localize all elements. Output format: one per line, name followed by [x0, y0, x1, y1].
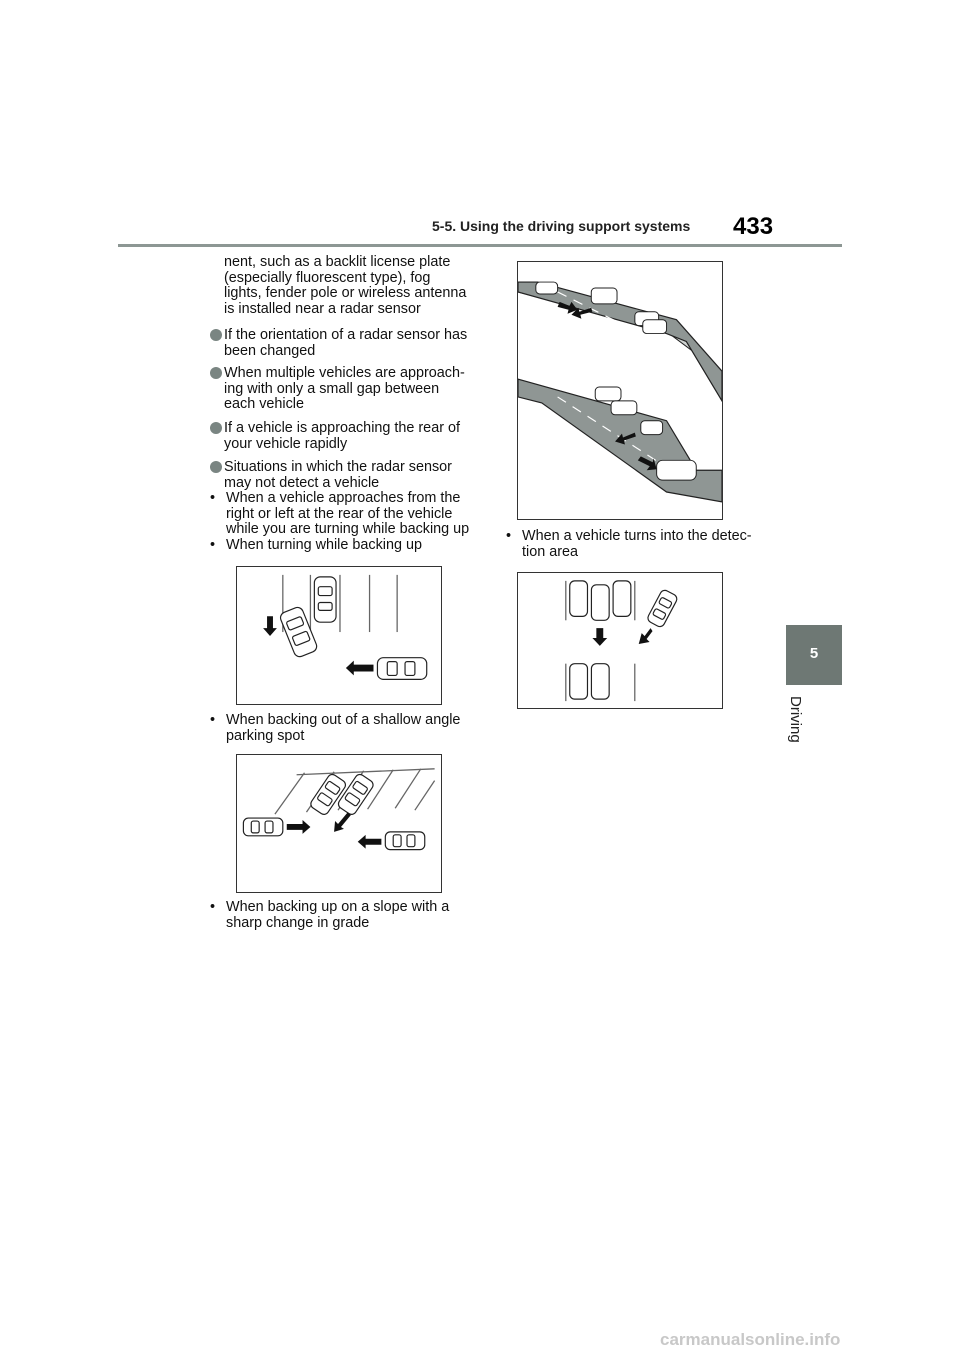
sub-bullet-mark: • [210, 899, 216, 915]
page-number: 433 [733, 213, 774, 240]
upper-slope [518, 282, 722, 401]
text-line: When a vehicle turns into the detec- [522, 528, 752, 544]
text-line: If the orientation of a radar sensor has [224, 327, 468, 343]
text-line: When backing out of a shallow angle [226, 712, 461, 728]
text-line: When turning while backing up [226, 537, 422, 553]
arrow-icons [263, 616, 373, 675]
sub-bullet-mark: • [210, 490, 216, 506]
text-line: each vehicle [224, 396, 304, 412]
header-divider [118, 244, 842, 247]
section-title: 5-5. Using the driving support systems [432, 218, 691, 234]
sub-bullet-mark: • [210, 712, 216, 728]
text-line: your vehicle rapidly [224, 435, 348, 452]
chapter-label-wrap [784, 696, 804, 756]
bullet-dot-icon [210, 329, 222, 341]
sub-item-text [226, 538, 422, 554]
bullet-dot-icon [210, 367, 222, 379]
figure-slope-grade [517, 261, 723, 520]
figure-slope-grade-illustration [518, 262, 722, 519]
bullet-text [224, 421, 460, 452]
chapter-label: Driving [787, 696, 804, 743]
text-line: ing with only a small gap between [224, 380, 440, 397]
text-line: If a vehicle is approaching the rear of [224, 420, 460, 436]
text-line: sharp change in grade [226, 914, 370, 931]
text-line: lights, fender pole or wireless antenna [224, 285, 467, 301]
approaching-car-right [385, 832, 424, 850]
figure-detection-area-illustration [518, 573, 722, 708]
parked-car [309, 773, 347, 817]
text-line: may not detect a vehicle [224, 474, 380, 491]
text-line: been changed [224, 342, 316, 359]
reversing-car [279, 606, 319, 659]
sub-item-text [226, 491, 469, 538]
sub-item-text [522, 529, 752, 560]
text-line: When a vehicle approaches from the [226, 490, 461, 506]
text-line: Situations in which the radar sensor [224, 459, 452, 475]
figure-detection-area [517, 572, 723, 709]
bullet-text [224, 460, 452, 491]
text-line: right or left at the rear of the vehicle [226, 505, 453, 522]
sub-bullet-mark: • [210, 537, 216, 553]
text-line: When multiple vehicles are approach- [224, 365, 465, 381]
text-line: is installed near a radar sensor [224, 300, 421, 317]
bullet-dot-icon [210, 461, 222, 473]
bullet-dot-icon [210, 422, 222, 434]
figure-shallow-angle [236, 754, 442, 893]
bullet-text [224, 366, 465, 413]
figure-turning-backing [236, 566, 442, 705]
turning-car [646, 589, 678, 629]
text-line: nent, such as a backlit license plate [224, 254, 451, 270]
arrow-icons [592, 628, 652, 646]
continuation-paragraph [224, 255, 466, 317]
chapter-tab[interactable] [786, 625, 842, 685]
approaching-car [377, 658, 426, 680]
text-line: parking spot [226, 727, 305, 744]
parked-car [314, 577, 336, 622]
sub-item-text [226, 900, 449, 931]
chapter-number: 5 [809, 645, 819, 662]
text-line: while you are turning while backing up [226, 521, 470, 537]
sub-item-text [226, 713, 460, 744]
reversing-car [337, 773, 375, 817]
bullet-text [224, 328, 467, 359]
watermark: carmanualsonline.info [660, 1330, 841, 1349]
sub-bullet-mark: • [506, 528, 512, 544]
arrow-icons [287, 812, 382, 848]
text-line: When backing up on a slope with a [226, 899, 450, 915]
figure-shallow-angle-illustration [237, 755, 441, 892]
approaching-car-left [243, 818, 282, 836]
text-line: tion area [522, 543, 579, 560]
figure-turning-backing-illustration [237, 567, 441, 704]
text-line: (especially fluorescent type), fog [224, 269, 431, 286]
